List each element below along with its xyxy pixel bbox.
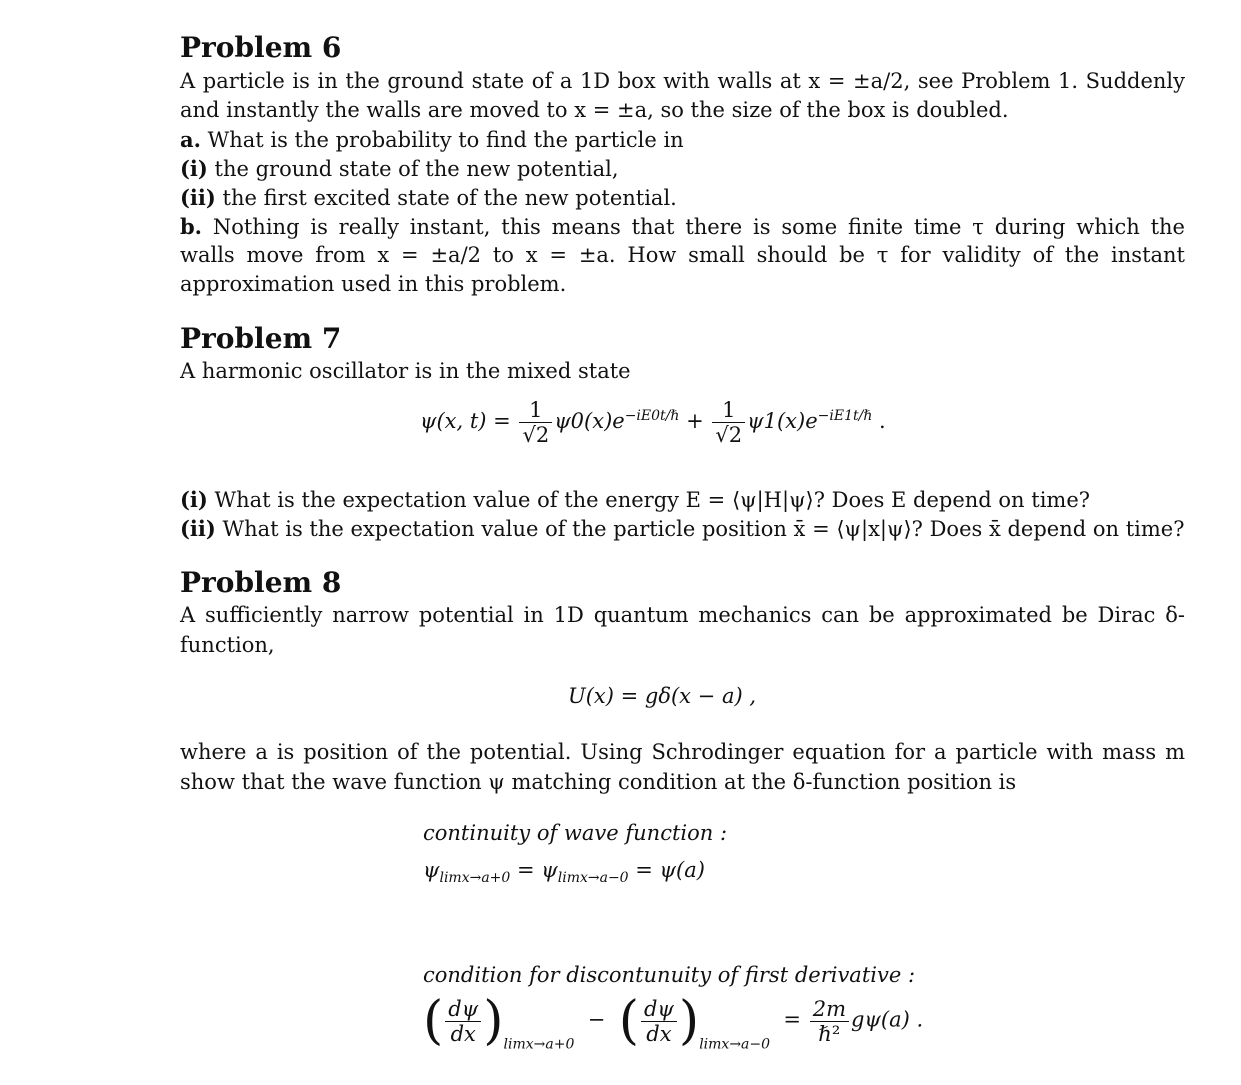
p7-part-ii-text: What is the expectation value of the particle position x̄ = ⟨ψ|x|ψ⟩? Does x̄ depend on time? (222, 517, 1185, 541)
mass-fraction (810, 997, 849, 1046)
eq-lhs: ψ(x, t) = (420, 409, 511, 433)
p7-part-i-label: (i) (180, 487, 208, 512)
discontinuity-equation (423, 991, 924, 1053)
continuity-equation (423, 858, 705, 886)
derivative-fraction-1 (445, 997, 481, 1046)
eq-fraction-2-den: √2 (715, 423, 743, 447)
deriv-2-num: dψ (641, 997, 677, 1022)
mass-num: 2m (810, 997, 849, 1022)
discontinuity-label: condition for discontunuity of first derivative : (423, 963, 916, 987)
rhs-end: gψ(a) . (850, 1007, 924, 1032)
eq-term-2: ψ1(x)e (747, 409, 818, 433)
p7-part-ii-label: (ii) (180, 516, 216, 541)
eq-plus: + (686, 409, 704, 433)
problem-7-intro: A harmonic oscillator is in the mixed state (180, 359, 631, 383)
part-a-label: a. (180, 127, 201, 152)
continuity-label: continuity of wave function : (423, 821, 728, 845)
delta-potential-equation: U(x) = gδ(x − a) , (568, 684, 757, 708)
deriv-equals: = (783, 1007, 802, 1032)
eq-end-period: . (879, 409, 886, 433)
part-ii-label: (ii) (180, 185, 216, 210)
mixed-state-equation (420, 398, 886, 447)
eq-exponent-1: −iE0t/ℏ (624, 408, 680, 424)
problem-6-line-1: A particle is in the ground state of a 1D box with walls at x = ±a/2, see Problem 1. Suddenly (180, 69, 1185, 93)
problem-8-line-1: A sufficiently narrow potential in 1D quantum mechanics can be approximated be Dirac δ- (180, 603, 1185, 627)
problem-8-line-2: function, (180, 633, 275, 657)
part-i-text: the ground state of the new potential, (214, 157, 619, 181)
eq-fraction-1 (519, 398, 552, 447)
problem-8-line-4: show that the wave function ψ matching condition at the δ-function position is (180, 770, 1017, 794)
part-ii-text: the first excited state of the new potential. (222, 186, 677, 210)
paren-close-2: ) (678, 991, 700, 1051)
paren-open-1: ( (423, 991, 444, 1051)
eq-fraction-2 (712, 398, 745, 447)
problem-8-title: Problem 8 (180, 566, 342, 599)
part-i-label: (i) (180, 156, 208, 181)
part-a-text: What is the probability to find the particle in (207, 128, 684, 152)
paren-open-2: ( (618, 991, 639, 1051)
problem-8-line-3: where a is position of the potential. Using Schrodinger equation for a particle with mass m (180, 740, 1185, 764)
eq-fraction-1-den: √2 (522, 423, 550, 447)
problem-7-part-ii (180, 514, 1184, 544)
mass-den: ℏ² (818, 1021, 841, 1046)
problem-7-title: Problem 7 (180, 322, 342, 355)
paren-close-1: ) (483, 991, 504, 1051)
deriv-minus: − (587, 1007, 606, 1032)
eq-fraction-1-num: 1 (519, 398, 552, 423)
part-b-label: b. (180, 214, 202, 239)
deriv-2-den: dx (646, 1021, 672, 1046)
deriv-1-num: dψ (445, 997, 481, 1022)
part-b-text-1: Nothing is really instant, this means that there is some finite time τ during which the (212, 215, 1185, 239)
eq-term-1: ψ0(x)e (554, 409, 625, 433)
problem-6-part-i (180, 154, 619, 184)
deriv-sub-minus: limx→a−0 (699, 1036, 771, 1053)
problem-6-part-b-line-3: approximation used in this problem. (180, 272, 567, 296)
cont-sub-minus: limx→a−0 (557, 870, 629, 887)
p7-part-i-text: What is the expectation value of the energy E = ⟨ψ|H|ψ⟩? Does E depend on time? (214, 488, 1091, 512)
problem-6-line-2: and instantly the walls are moved to x = ±a, so the size of the box is doubled. (180, 98, 1009, 122)
eq-fraction-2-num: 1 (712, 398, 745, 423)
problem-6-part-b-line-1 (180, 212, 1185, 242)
problem-6-part-b-line-2: walls move from x = ±a/2 to x = ±a. How small should be τ for validity of the instant (180, 243, 1185, 267)
problem-6-part-ii (180, 183, 677, 213)
derivative-fraction-2 (641, 997, 677, 1046)
deriv-1-den: dx (450, 1021, 476, 1046)
problem-7-part-i (180, 485, 1090, 515)
eq-exponent-2: −iE1t/ℏ (817, 408, 873, 424)
cont-end: = ψ(a) (635, 858, 705, 882)
cont-eq-psi: = ψ (517, 858, 558, 882)
cont-sub-plus: limx→a+0 (439, 870, 511, 887)
cont-psi-1: ψ (423, 858, 440, 882)
problem-6-title: Problem 6 (180, 31, 342, 64)
deriv-sub-plus: limx→a+0 (503, 1036, 575, 1053)
problem-6-part-a (180, 125, 684, 155)
